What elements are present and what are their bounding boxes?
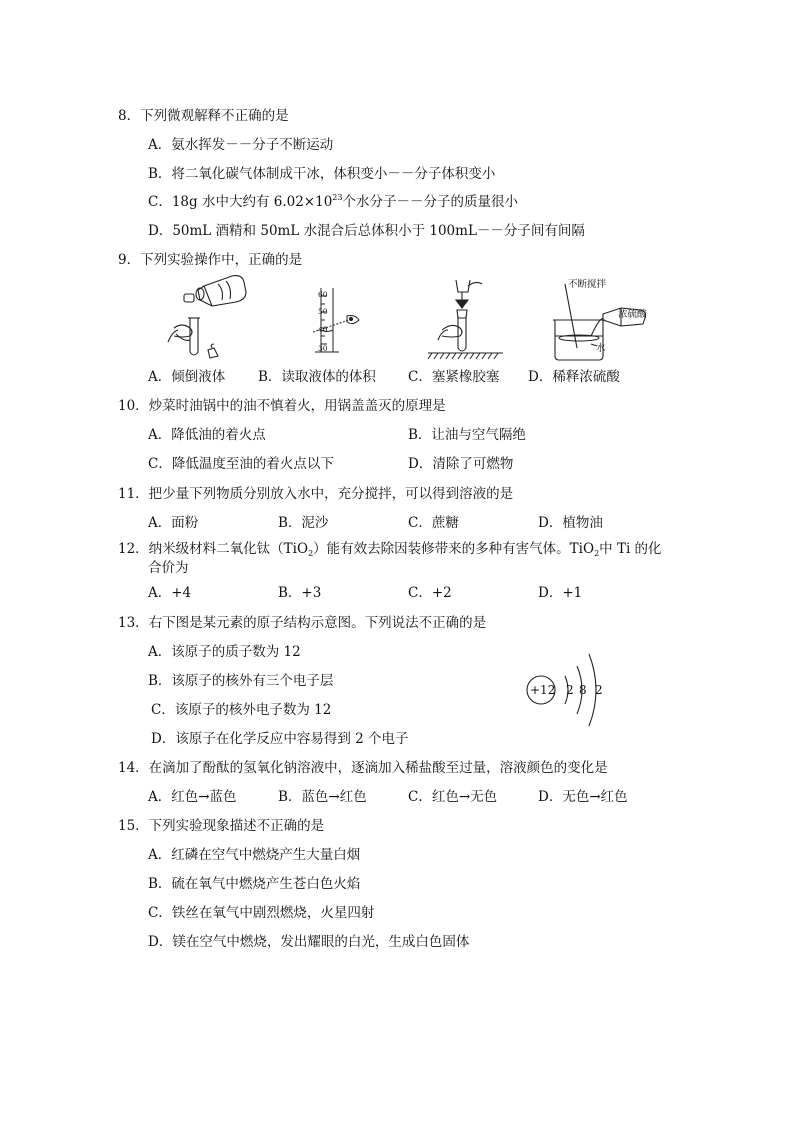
q12-stem-part1: 12．纳米级材料二氧化钛（TiO [118,541,309,557]
cylinder-label-60: 60 [318,290,328,299]
q11-option-c: C．蔗糖 [408,515,459,531]
pouring-liquid-figure [160,272,250,362]
q13-option-c: C．该原子的核外电子数为 12 [151,702,332,718]
q9-stem: 9．下列实验操作中，正确的是 [118,252,303,268]
atom-nucleus-charge: +12 [530,683,556,697]
q8-option-d: D．50mL 酒精和 50mL 水混合后总体积小于 100mL－－分子间有间隔 [148,223,585,239]
q12-option-a: A．+4 [148,585,192,601]
q12-stem-continued: 合价为 [148,560,189,576]
q10-stem: 10．炒菜时油锅中的油不慎着火，用锅盖盖灭的原理是 [118,398,446,414]
q10-option-a: A．降低油的着火点 [148,427,266,443]
q8-option-c-exponent: 23 [332,193,343,202]
q12-subscript-1: 2 [308,549,314,558]
atom-shell-2-count: 8 [579,683,587,697]
q15-stem: 15．下列实验现象描述不正确的是 [118,818,325,834]
q15-option-d: D．镁在空气中燃烧，发出耀眼的白光，生成白色固体 [148,934,470,950]
cylinder-label-50: 50 [318,307,328,316]
q8-option-c [148,190,518,210]
q12-stem-part2: ）能有效去除因装修带来的多种有害气体。TiO [313,541,595,557]
q15-option-c: C．铁丝在氧气中剧烈燃烧，火星四射 [148,905,375,921]
q10-option-b: B．让油与空气隔绝 [408,427,526,443]
q15-option-b: B．硫在氧气中燃烧产生苍白色火焰 [148,876,361,892]
q10-option-d: D．清除了可燃物 [408,456,514,472]
q14-stem: 14．在滴加了酚酞的氢氧化钠溶液中，逐滴加入稀盐酸至过量，溶液颜色的变化是 [118,760,608,776]
atom-shell-3-count: 2 [595,683,603,697]
q8-option-c-post: 个水分子－－分子的质量很小 [342,194,518,210]
q13-option-d: D．该原子在化学反应中容易得到 2 个电子 [151,731,409,747]
q9-option-a: A．倾倒液体 [148,369,226,385]
q13-option-a: A．该原子的质子数为 12 [148,644,301,660]
q12-option-c: C．+2 [408,585,452,601]
q8-option-b: B．将二氧化碳气体制成干冰，体积变小－－分子体积变小 [148,166,496,182]
atom-shell-1-count: 2 [566,683,574,697]
graduated-cylinder-figure [305,282,375,362]
q8-stem: 8．下列微观解释不正确的是 [118,108,289,124]
q11-option-b: B．泥沙 [278,515,329,531]
q8-option-c-pre: C．18g 水中大约有 6.02×10 [148,194,333,210]
concentrated-acid-label: 浓硫酸 [618,309,647,320]
q9-option-d: D．稀释浓硫酸 [528,369,620,385]
q12-subscript-2: 2 [594,549,600,558]
q11-stem: 11．把少量下列物质分别放入水中，充分搅拌，可以得到溶液的是 [118,486,514,502]
cylinder-label-40: 40 [318,325,328,334]
q9-option-c: C．塞紧橡胶塞 [408,369,500,385]
q14-option-c: C．红色→无色 [408,789,498,805]
q14-option-d: D．无色→红色 [538,789,628,805]
q11-option-d: D．植物油 [538,515,603,531]
q11-option-a: A．面粉 [148,515,199,531]
q13-option-b: B．该原子的核外有三个电子层 [148,673,334,689]
q12-stem-part3: 中 Ti 的化 [599,541,662,557]
q12-stem [118,537,662,558]
q13-stem: 13．右下图是某元素的原子结构示意图。下列说法不正确的是 [118,615,487,631]
q12-option-d: D．+1 [538,585,583,601]
q9-option-b: B．读取液体的体积 [258,369,376,385]
q15-option-a: A．红磷在空气中燃烧产生大量白烟 [148,847,361,863]
q8-option-a: A．氨水挥发－－分子不断运动 [148,137,334,153]
q14-option-a: A．红色→蓝色 [148,789,237,805]
cylinder-label-30: 30 [318,344,328,353]
water-label: 水 [596,343,606,354]
q10-option-c: C．降低温度至油的着火点以下 [148,456,334,472]
rubber-stopper-figure [428,276,503,362]
stir-continuously-label: 不断搅拌 [568,279,607,290]
q14-option-b: B．蓝色→红色 [278,789,367,805]
q12-option-b: B．+3 [278,585,322,601]
